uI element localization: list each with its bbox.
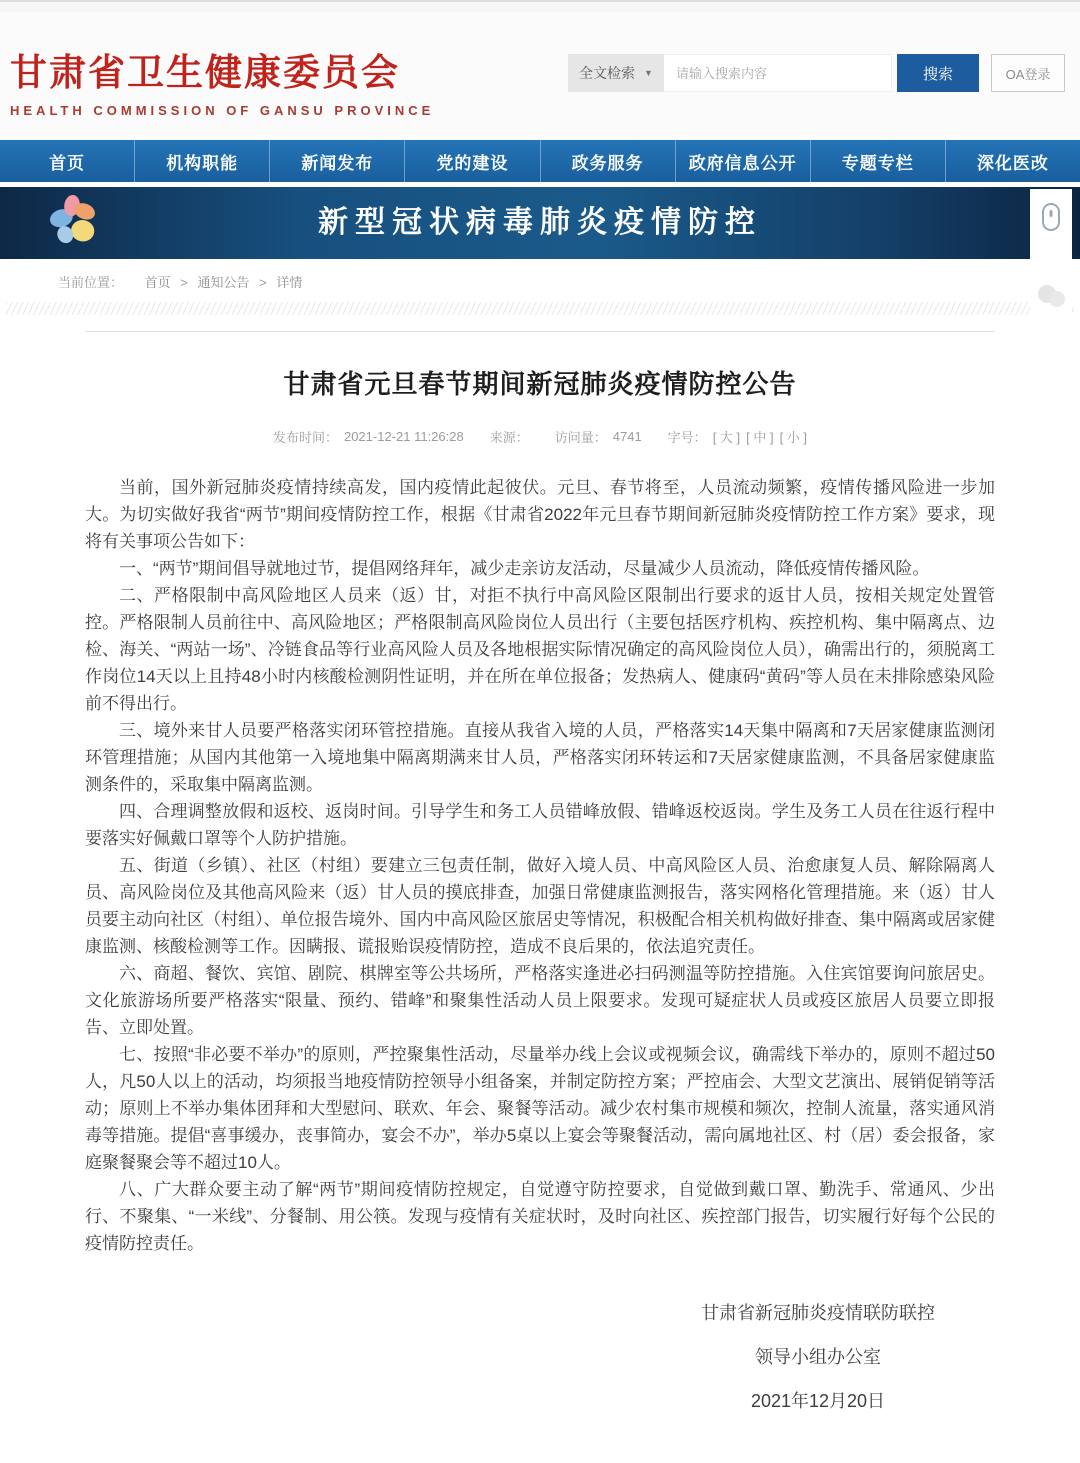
fontsize-medium-button[interactable]: [ 中 ]: [746, 430, 774, 445]
breadcrumb: [0, 259, 1080, 300]
nav-item-party[interactable]: 党的建设: [404, 140, 539, 182]
breadcrumb-separator: >: [259, 275, 267, 290]
paragraph-item-8: 八、广大群众要主动了解“两节”期间疫情防控规定，自觉遵守防控要求，自觉做到戴口罩、勤洗手、常通风、少出行、不聚集、“一米线”、分餐制、用公筷。发现与疫情有关症状时，及时向社区、疾控部门报告，切实履行好每个公民的疫情防控责任。: [85, 1180, 995, 1253]
fontsize-label: 字号：: [667, 430, 707, 445]
breadcrumb-detail: 详情: [276, 275, 303, 290]
paragraph-intro: 当前，国外新冠肺炎疫情持续高发，国内疫情此起彼伏。元旦、春节将至，人员流动频繁，疫情传播风险进一步加大。为切实做好我省“两节”期间疫情防控工作，根据《甘肃省2022年元旦春节期间新冠肺炎疫情防控工作方案》要求，现将有关事项公告如下：: [85, 478, 995, 551]
site-title-cn: 甘肃省卫生健康委员会: [10, 52, 400, 93]
nav-item-gov-info[interactable]: 政府信息公开: [675, 140, 810, 182]
paragraph-item-7: 七、按照“非必要不举办”的原则，严控聚集性活动，尽量举办线上会议或视频会议，确需线下举办的，原则不超过50人，凡50人以上的活动，均须报当地疫情防控领导小组备案，并制定防控方案；严控庙会、大型文艺演出、展销促销等活动；原则上不举办集体团拜和大型慰问、联欢、年会、聚餐等活动。减少农村集市规模和频次，控制人流量，落实通风消毒等措施。提倡“喜事缓办，丧事简办，宴会不办”，举办5桌以上宴会等聚餐活动，需向属地社区、村（居）委会报备，家庭聚餐聚会等不超过10人。: [85, 1045, 995, 1172]
nav-item-services[interactable]: 政务服务: [540, 140, 675, 182]
side-widget-rail: [1030, 189, 1072, 335]
signature-org-line1: 甘肃省新冠肺炎疫情联防联控: [701, 1303, 935, 1323]
paragraph-item-3: 三、境外来甘人员要严格落实闭环管控措施。直接从我省入境的人员，严格落实14天集中隔离和7天居家健康监测闭环管理措施；从国内其他第一入境地集中隔离期满来甘人员，严格落实闭环转运和7天居家健康监测，不具备居家健康监测条件的，采取集中隔离监测。: [85, 721, 995, 794]
article-body: [85, 474, 995, 1257]
views-value: 4741: [612, 429, 642, 444]
paragraph-item-1: 一、“两节”期间倡导就地过节，提倡网络拜年，减少走亲访友活动，尽量减少人员流动，降低疫情传播风险。: [119, 559, 930, 578]
breadcrumb-notices-link[interactable]: 通知公告: [197, 275, 250, 290]
site-header: [0, 12, 1080, 140]
publish-time-label: 发布时间：: [272, 430, 338, 445]
banner-title: 新型冠状病毒肺炎疫情防控: [318, 206, 762, 239]
nav-item-home[interactable]: 首页: [49, 153, 86, 173]
search-input[interactable]: [664, 54, 892, 92]
signature-date: 2021年12月20日: [750, 1391, 886, 1411]
signature-org-line2: 领导小组办公室: [755, 1347, 881, 1367]
paragraph-item-6: 六、商超、餐饮、宾馆、剧院、棋牌室等公共场所，严格落实逢进必扫码测温等防控措施。入住宾馆要询问旅居史。文化旅游场所要严格落实“限量、预约、错峰”和聚集性活动人员上限要求。发现可疑症状人员或疫区旅居人员要立即报告、立即处置。: [85, 964, 995, 1037]
paragraph-item-2: 二、严格限制中高风险地区人员来（返）甘，对拒不执行中高风险区限制出行要求的返甘人员，按相关规定处置管控。严格限制人员前往中、高风险地区；严格限制高风险岗位人员出行（主要包括医疗机构、疾控机构、集中隔离点、边检、海关、“两站一场”、冷链食品等行业高风险人员及各地根据实际情况确定的高风险岗位人员），确需出行的，须脱离工作岗位14天以上且持48小时内核酸检测阴性证明，并在所在单位报备；发热病人、健康码“黄码”等人员在未排除感染风险前不得出行。: [85, 586, 995, 713]
search-scope-dropdown[interactable]: [568, 54, 664, 92]
fontsize-large-button[interactable]: [ 大 ]: [712, 430, 741, 445]
chevron-down-icon: ▼: [644, 68, 653, 78]
site-logo: [10, 42, 434, 118]
nav-item-medical-reform[interactable]: 深化医改: [945, 140, 1080, 182]
main-nav: [0, 140, 1080, 182]
fontsize-small-button[interactable]: [ 小 ]: [779, 430, 808, 445]
chat-bubbles-icon[interactable]: [1036, 283, 1066, 309]
browser-top-strip: [0, 0, 1080, 12]
nav-item-topics[interactable]: 专题专栏: [810, 140, 945, 182]
article-card: [85, 331, 995, 1463]
nav-item-news[interactable]: 新闻发布: [269, 140, 404, 182]
scroll-mouse-icon[interactable]: [1042, 203, 1060, 231]
search-button[interactable]: 搜索: [897, 54, 979, 92]
views-label: 访问量：: [554, 430, 607, 445]
publish-time-value: 2021-12-21 11:26:28: [343, 429, 464, 444]
covid-banner[interactable]: [0, 187, 1080, 259]
paragraph-item-4: 四、合理调整放假和返校、返岗时间。引导学生和务工人员错峰放假、错峰返校返岗。学生及务工人员在往返行程中要落实好佩戴口罩等个人防护措施。: [85, 802, 995, 848]
search-scope-label: 全文检索: [579, 65, 636, 81]
breadcrumb-label: 当前位置：: [58, 275, 124, 290]
source-label: 来源：: [489, 430, 529, 445]
hatched-divider: [6, 302, 1074, 315]
article-meta: [85, 427, 995, 446]
banner-flower-logo: [42, 192, 104, 254]
site-title-en: HEALTH COMMISSION OF GANSU PROVINCE: [10, 103, 435, 118]
oa-login-button[interactable]: OA登录: [991, 54, 1065, 92]
nav-item-functions[interactable]: 机构职能: [134, 140, 269, 182]
article-title: 甘肃省元旦春节期间新冠肺炎疫情防控公告: [283, 369, 797, 399]
signature-block: [85, 1291, 995, 1423]
paragraph-item-5: 五、街道（乡镇）、社区（村组）要建立三包责任制，做好入境人员、中高风险区人员、治愈康复人员、解除隔离人员、高风险岗位及其他高风险来（返）甘人员的摸底排查，加强日常健康监测报告，落实网格化管理措施。来（返）甘人员要主动向社区（村组）、单位报告境外、国内中高风险区旅居史等情况，积极配合相关机构做好排查、集中隔离或居家健康监测、核酸检测等工作。因瞒报、谎报贻误疫情防控，造成不良后果的，依法追究责任。: [85, 856, 995, 956]
search-bar: [568, 54, 1065, 92]
breadcrumb-separator: >: [180, 275, 188, 290]
breadcrumb-home-link[interactable]: 首页: [144, 275, 171, 290]
